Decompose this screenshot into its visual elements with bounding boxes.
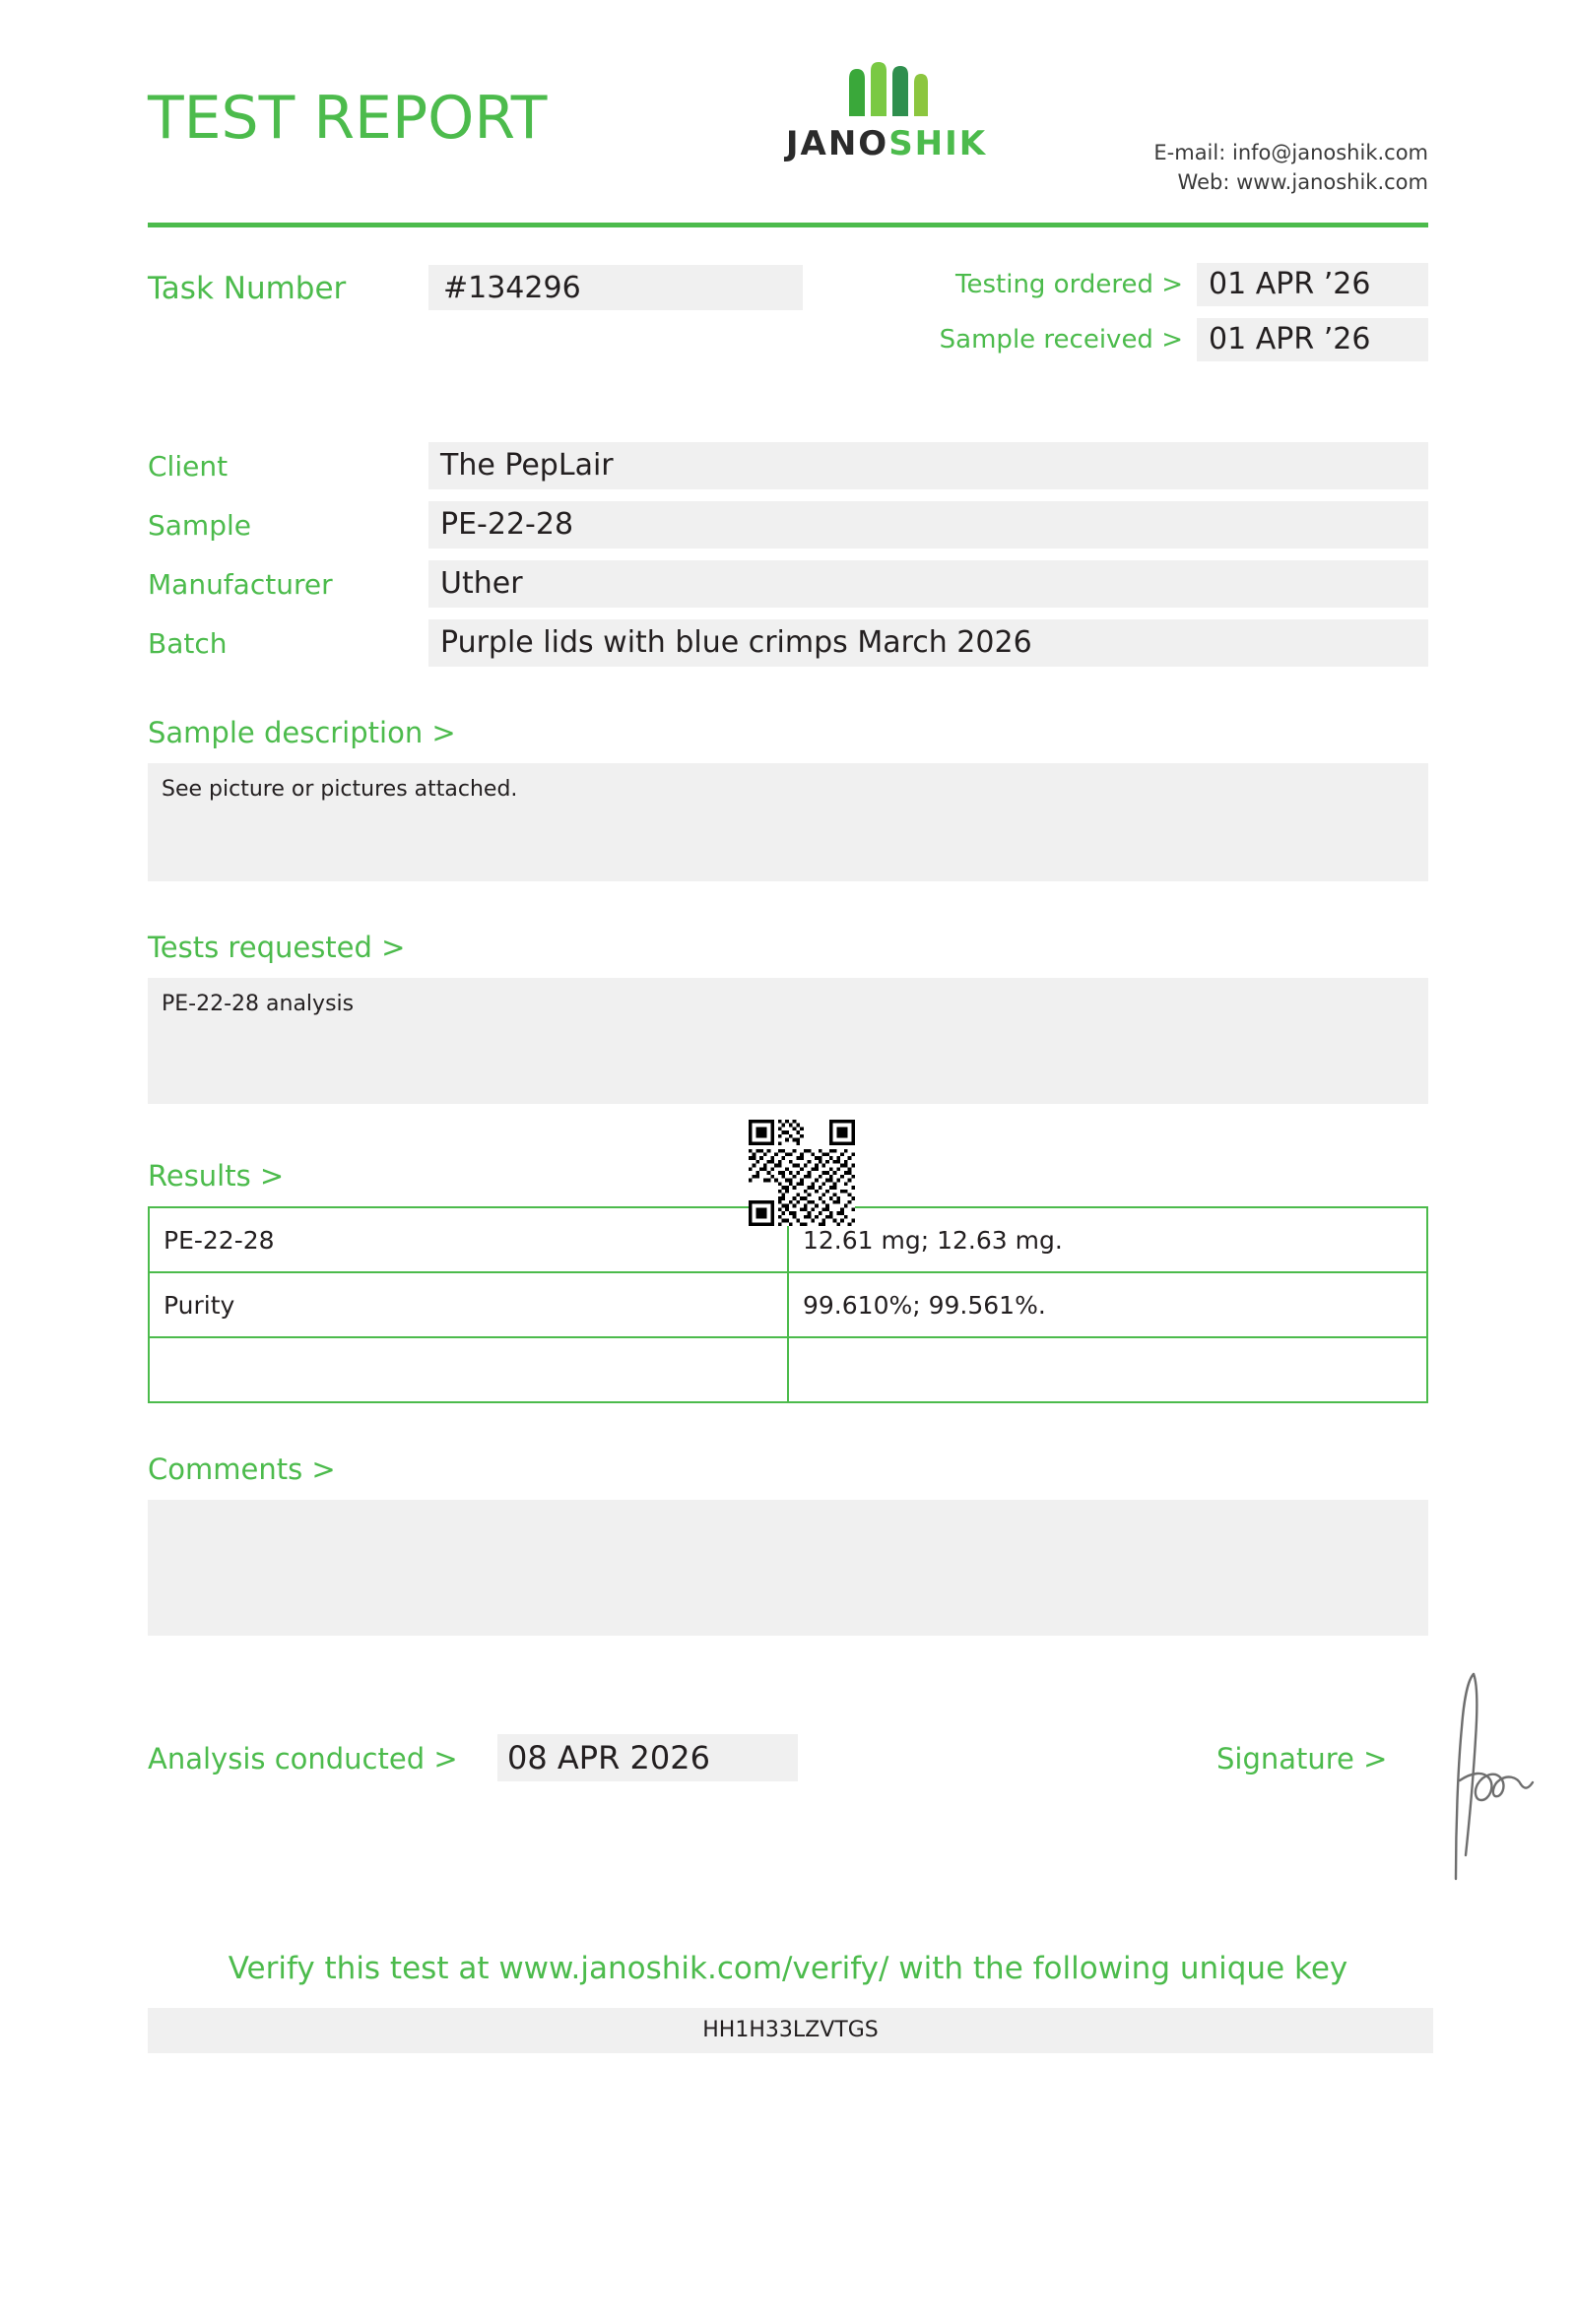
comments-box [148, 1500, 1428, 1636]
sample-description-box: See picture or pictures attached. [148, 763, 1428, 881]
result-value [788, 1337, 1427, 1402]
signature-label: Signature > [1216, 1742, 1388, 1775]
table-row [149, 1272, 1427, 1337]
testing-ordered-label: Testing ordered > [955, 270, 1183, 299]
sample-value: PE-22-28 [428, 501, 1428, 549]
unique-key: HH1H33LZVTGS [148, 2008, 1433, 2053]
sample-received-label: Sample received > [939, 325, 1183, 355]
signature-image [1438, 1670, 1546, 1882]
manufacturer-label: Manufacturer [148, 567, 333, 601]
logo-wordmark [739, 124, 1034, 163]
result-name [149, 1337, 788, 1402]
signature-row [148, 1714, 1428, 1921]
result-value: 12.61 mg; 12.63 mg. [788, 1207, 1427, 1272]
analysis-conducted-label: Analysis conducted > [148, 1742, 458, 1775]
sample-description-title: Sample description > [148, 716, 456, 749]
info-row-batch [148, 619, 1428, 667]
header-divider [148, 223, 1428, 227]
manufacturer-value: Uther [428, 560, 1428, 608]
verify-text: Verify this test at www.janoshik.com/verify/ with the following unique key [228, 1951, 1348, 1986]
dates-block [877, 263, 1428, 373]
client-label: Client [148, 449, 229, 483]
report-header [148, 0, 1428, 217]
testing-ordered-row [877, 263, 1428, 306]
contact-info [1153, 138, 1428, 197]
testing-ordered-value: 01 APR ’26 [1197, 263, 1428, 306]
page-title: TEST REPORT [148, 84, 548, 153]
result-name: PE-22-28 [149, 1207, 788, 1272]
tests-requested-box: PE-22-28 analysis [148, 978, 1428, 1104]
results-title: Results > [148, 1159, 285, 1193]
task-number-value: #134296 [428, 265, 803, 310]
batch-value: Purple lids with blue crimps March 2026 [428, 619, 1428, 667]
batch-label: Batch [148, 626, 228, 660]
janoshik-logo [739, 59, 1034, 163]
info-row-manufacturer [148, 560, 1428, 608]
task-number-label: Task Number [148, 271, 347, 306]
analysis-conducted-value: 08 APR 2026 [497, 1734, 798, 1781]
comments-title: Comments > [148, 1452, 336, 1486]
results-table [148, 1206, 1428, 1403]
qr-code-icon [749, 1120, 855, 1226]
sample-received-row [877, 318, 1428, 361]
contact-web: Web: www.janoshik.com [1177, 170, 1428, 194]
info-row-client [148, 442, 1428, 489]
contact-email: E-mail: info@janoshik.com [1153, 141, 1428, 164]
info-row-sample [148, 501, 1428, 549]
logo-wordmark-first: JANO [785, 124, 889, 163]
logo-mark-icon [827, 59, 946, 120]
result-value: 99.610%; 99.561%. [788, 1272, 1427, 1337]
table-row [149, 1337, 1427, 1402]
logo-wordmark-second: SHIK [888, 124, 988, 163]
results-header [148, 1147, 1428, 1202]
tests-requested-title: Tests requested > [148, 931, 406, 964]
result-name: Purity [149, 1272, 788, 1337]
client-info-table [148, 442, 1428, 667]
sample-label: Sample [148, 508, 251, 542]
sample-received-value: 01 APR ’26 [1197, 318, 1428, 361]
client-value: The PepLair [428, 442, 1428, 489]
task-row [148, 265, 1428, 373]
